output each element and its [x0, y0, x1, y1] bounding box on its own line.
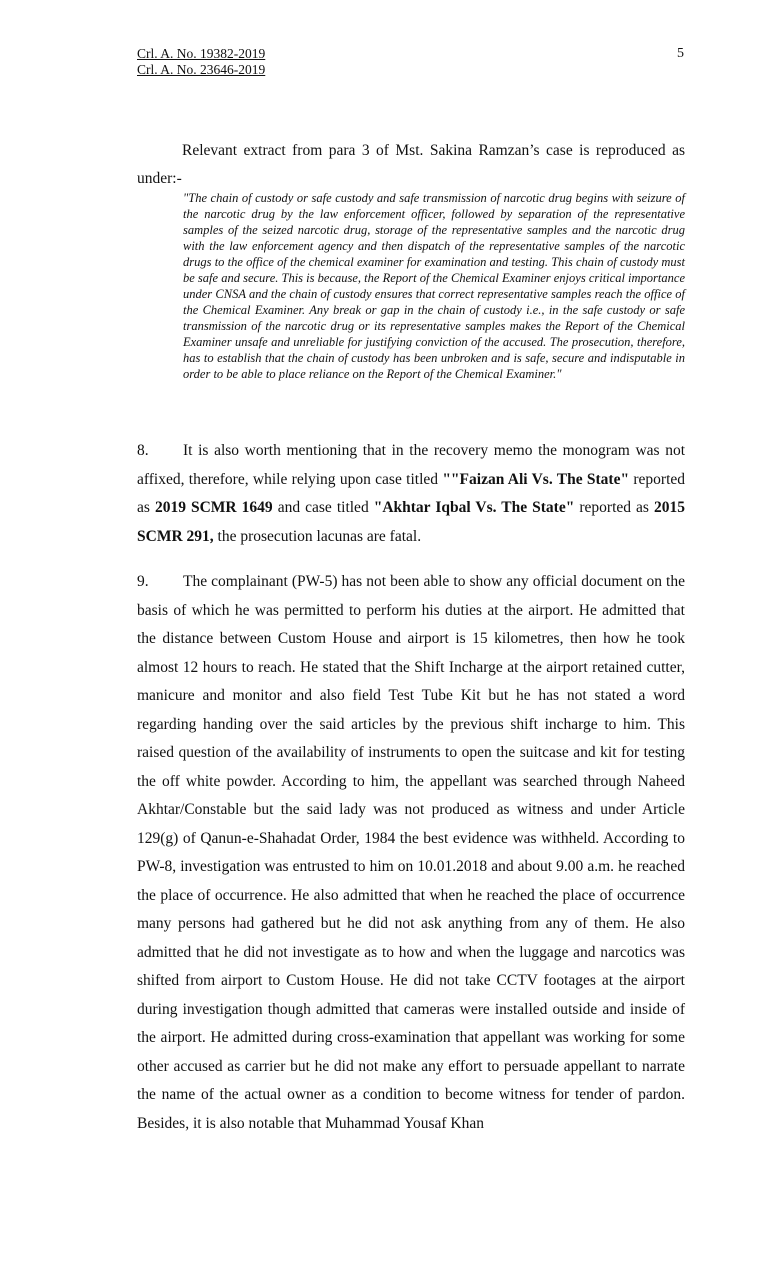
- paragraph-text: reported as: [574, 499, 654, 516]
- paragraph-number: 8.: [137, 442, 149, 459]
- case-number-line-2: Crl. A. No. 23646-2019: [137, 62, 266, 77]
- page-number: 5: [677, 46, 684, 61]
- paragraph-8: [137, 437, 685, 551]
- case-number-header: [137, 46, 265, 78]
- intro-paragraph: [137, 137, 685, 193]
- paragraph-text: It is also worth mentioning that in the recovery memo the monogram was not affixed, therefore, while relying upon case titled: [137, 442, 685, 488]
- case-number-line-1: Crl. A. No. 19382-2019: [137, 46, 266, 61]
- paragraph-text: the prosecution lacunas are fatal.: [213, 527, 422, 545]
- case-title: "Akhtar Iqbal Vs. The State": [373, 499, 575, 516]
- paragraph-text: and case titled: [272, 499, 374, 516]
- paragraph-number: 9.: [137, 573, 149, 590]
- block-quote: "The chain of custody or safe custody and safe transmission of narcotic drug begins with seizure of the narcotic drug by the law enforcement officer, followed by separation of the representative samples of the seized narcotic drug, storage of the representative samples and the narcotic drug with the law enforcement agency and then dispatch of the representative samples of the narcotic drugs to the office of the chemical examiner for examination and testing. This chain of custody must be safe and secure. This is because, the Report of the Chemical Examiner enjoys critical importance under CNSA and the chain of custody ensures that correct representative samples reach the office of the Chemical Examiner. Any break or gap in the chain of custody i.e., in the safe custody or safe transmission of the narcotic drug or its representative samples makes the Report of the Chemical Examiner unsafe and unreliable for justifying conviction of the accused. The prosecution, therefore, has to establish that the chain of custody has been unbroken and is safe, secure and indisputable in order to be able to place reliance on the Report of the Chemical Examiner.": [183, 191, 685, 381]
- citation: 2019 SCMR 1649: [154, 499, 273, 516]
- intro-text: Relevant extract from para 3 of Mst. Sakina Ramzan’s case is reproduced as under:-: [137, 142, 685, 187]
- case-title: ""Faizan Ali Vs. The State": [442, 470, 630, 488]
- citation: 2015 SCMR 291,: [137, 499, 685, 545]
- paragraph-text: The complainant (PW-5) has not been able to show any official document on the basis of which he was permitted to perform his duties at the airport. He admitted that the distance between Custom House and airport is 15 kilometres, then how he took almost 12 hours to reach. He stated that the Shift Incharge at the airport retained cutter, manicure and monitor and also field Test Tube Kit but he has not stated a word regarding handing over the said articles by the previous shift incharge to him. This raised question of the availability of instruments to open the suitcase and kit for testing the off white powder. According to him, the appellant was searched through Naheed Akhtar/Constable but the said lady was not produced as witness and under Article 129(g) of Qanun-e-Shahadat Order, 1984 the best evidence was withheld. According to PW-8, investigation was entrusted to him on 10.01.2018 and about 9.00 a.m. he reached the place of occurrence. He also admitted that when he reached the place of occurrence many persons had gathered but he did not ask anything from any of them. He also admitted that he did not investigate as to how and when the luggage and narcotics was shifted from airport to Custom House. He did not take CCTV footages at the airport during investigation though admitted that cameras were installed outside and inside of the airport. He admitted during cross-examination that appellant was working for some other accused as carrier but he did not make any effort to persuade appellant to narrate the name of the actual owner as a condition to become witness for tender of pardon. Besides, it is also notable that Muhammad Yousaf Khan: [137, 573, 685, 1132]
- paragraph-9: [137, 568, 685, 1138]
- paragraph-text: reported as: [137, 470, 686, 516]
